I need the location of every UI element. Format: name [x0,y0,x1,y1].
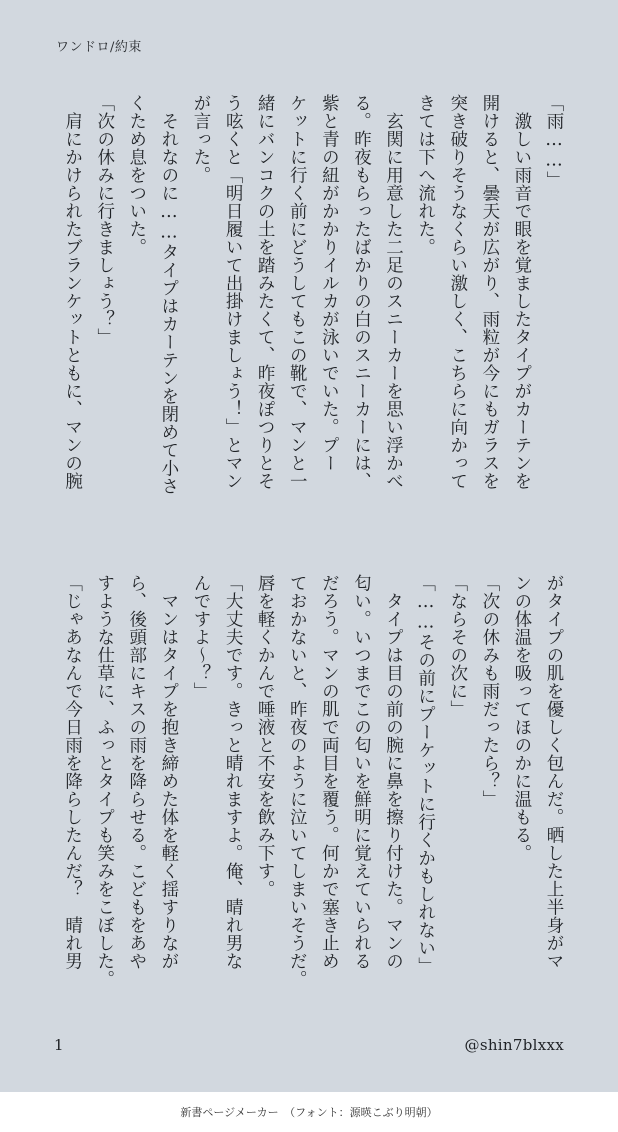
text-line: ておかないと、昨夜のように泣いてしまいそうだ。 [287,574,308,988]
text-line: 緒にバンコクの土を踏みたくて、昨夜ぽつりとそ [255,94,276,490]
text-line: 匂い。いつまでこの匂いを鮮明に覚えていられる [351,574,372,970]
text-line: 「雨……」 [544,94,564,189]
text-line: んですよ～？」 [190,574,211,700]
text-line: ンの体温を吸ってほのかに温もる。 [511,574,532,862]
footer-credit: 新書ページメーカー （フォント：源暎こぶり明朝） [180,1106,438,1119]
text-line: きては下へ流れた。 [415,94,436,256]
text-line: すような仕草に、ふっとタイプも笑みをこぼした。 [94,574,115,988]
text-line: ら、後頭部にキスの雨を降らせる。こどもをあや [126,574,147,970]
text-line: それなのに……タイプはカーテンを閉めて小さ [158,94,179,495]
text-line: 「じゃあなんで今日雨を降らしたんだ？ 晴れ男 [62,574,83,970]
text-line: タイプは目の前の腕に鼻を擦り付けた。マンの [383,574,404,970]
text-line: 突き破りそうなくらい激しく、こちらに向かって [447,94,468,490]
author-handle: @shin7blxxx [464,1036,564,1054]
page-title: ワンドロ/約束 [56,40,142,55]
text-line: くため息をついた。 [126,94,147,256]
text-line: ケットに行く前にどうしてもこの靴で、マンと一 [287,94,308,490]
text-block-top [57,94,571,514]
text-line: が言った。 [190,94,211,184]
text-line: 開けると、曇天が広がり、雨粒が今にもガラスを [479,94,500,490]
text-line: 激しい雨音で眼を覚ましたタイプがカーテンを [511,94,532,490]
text-line: 玄関に用意した二足のスニーカーを思い浮かべ [383,94,404,490]
text-line: る。昨夜もらったばかりの白のスニーカーには、 [351,94,372,490]
text-line: 唇を軽くかんで唾液と不安を飲み下す。 [255,574,276,898]
text-line: 「次の休みに行きましょう？」 [94,94,115,346]
text-line: 「大丈夫です。きっと晴れますよ。俺、晴れ男な [223,574,244,970]
text-line: う呟くと「明日履いて出掛けましょう！」とマン [223,94,244,490]
text-line: 「次の休みも雨だったら？」 [479,574,500,808]
text-line: 「……その前にプーケットに行くかもしれない」 [415,574,436,975]
text-line: 肩にかけられたブランケットともに、マンの腕 [62,94,83,490]
text-line: 紫と青の紐がかかりイルカが泳いでいた。プー [319,94,340,472]
page-number: 1 [54,1036,64,1054]
text-line: だろう。マンの肌で両目を覆う。何かで塞き止め [319,574,340,970]
text-line: 「ならその次に」 [447,574,468,718]
text-line: マンはタイプを抱き締めた体を軽く揺すりなが [158,574,179,970]
text-line: がタイプの肌を優しく包んだ。晒した上半身がマ [544,574,564,970]
text-block-bottom [57,574,571,1004]
